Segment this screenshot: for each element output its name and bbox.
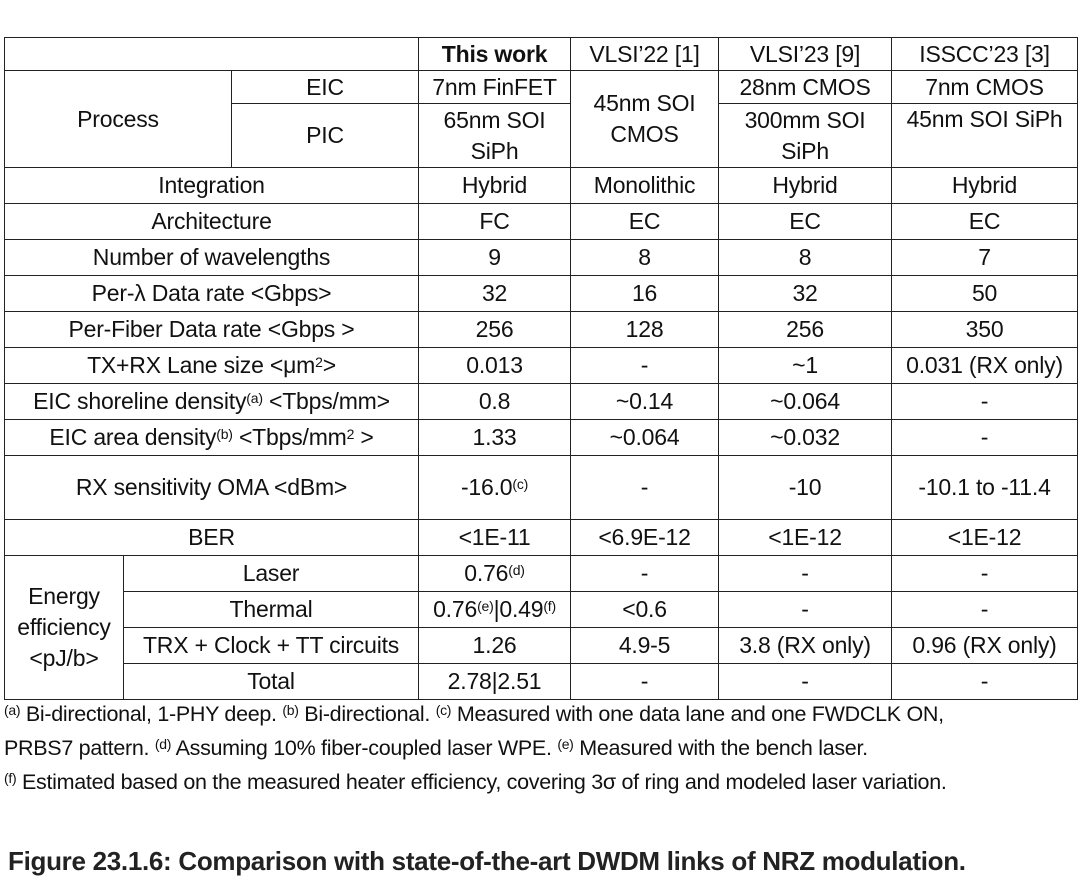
wavelengths-label: Number of wavelengths	[5, 240, 419, 276]
lane-size-vlsi23: ~1	[719, 348, 892, 384]
total-label: Total	[124, 664, 419, 700]
lane-size-label: TX+RX Lane size $<\mu m^2>$	[5, 348, 419, 384]
area-density-this: 1.33	[419, 420, 571, 456]
isscc23-eic: 7nm CMOS	[892, 71, 1078, 104]
wavelengths-row	[5, 240, 1078, 276]
per-lambda-this: 32	[419, 276, 571, 312]
laser-vlsi23: -	[719, 556, 892, 592]
architecture-label: Architecture	[5, 204, 419, 240]
integration-this: Hybrid	[419, 168, 571, 204]
laser-row	[5, 556, 1078, 592]
wavelengths-this: 9	[419, 240, 571, 276]
trx-row	[5, 628, 1078, 664]
header-isscc23: ISSCC’23 [3]	[892, 38, 1078, 71]
vlsi22-process: 45nm SOI CMOS	[571, 71, 719, 168]
area-density-label: EIC area density$^{(b)}$ $<Tbps/mm^2$ >	[5, 420, 419, 456]
rx-sensitivity-vlsi23: -10	[719, 456, 892, 520]
lane-size-row	[5, 348, 1078, 384]
pic-label: PIC	[232, 104, 419, 168]
area-density-vlsi22: ~0.064	[571, 420, 719, 456]
rx-sensitivity-vlsi22: -	[571, 456, 719, 520]
vlsi23-pic: 300mm SOI SiPh	[719, 104, 892, 168]
wavelengths-isscc23: 7	[892, 240, 1078, 276]
trx-vlsi22: 4.9-5	[571, 628, 719, 664]
architecture-this: FC	[419, 204, 571, 240]
thermal-this: 0.76$^{(e)}$|0.49$^{(f)}$	[419, 592, 571, 628]
shoreline-row	[5, 384, 1078, 420]
thermal-isscc23: -	[892, 592, 1078, 628]
shoreline-label: EIC shoreline density$^{(a)}$ <Tbps/mm>	[5, 384, 419, 420]
header-vlsi23: VLSI’23 [9]	[719, 38, 892, 71]
rx-sensitivity-isscc23: -10.1 to -11.4	[892, 456, 1078, 520]
header-row	[5, 38, 1078, 71]
per-fiber-vlsi22: 128	[571, 312, 719, 348]
thermal-vlsi22: <0.6	[571, 592, 719, 628]
trx-vlsi23: 3.8 (RX only)	[719, 628, 892, 664]
footnote-line-1: $^{(a)}$ Bi-directional, 1-PHY deep. $^{(b)}$ Bi-directional. $^{(c)}$ Measured with one data lane and one FWDCLK ON,	[4, 702, 944, 726]
lane-size-vlsi22: -	[571, 348, 719, 384]
thermal-row	[5, 592, 1078, 628]
ber-isscc23: <1E-12	[892, 520, 1078, 556]
header-blank-cell	[5, 38, 419, 71]
trx-isscc23: 0.96 (RX only)	[892, 628, 1078, 664]
comparison-table	[4, 37, 1078, 700]
per-fiber-this: 256	[419, 312, 571, 348]
thermal-label: Thermal	[124, 592, 419, 628]
per-lambda-isscc23: 50	[892, 276, 1078, 312]
laser-vlsi22: -	[571, 556, 719, 592]
laser-label: Laser	[124, 556, 419, 592]
trx-this: 1.26	[419, 628, 571, 664]
area-density-vlsi23: ~0.032	[719, 420, 892, 456]
per-lambda-vlsi22: 16	[571, 276, 719, 312]
isscc23-pic: 45nm SOI SiPh	[892, 104, 1078, 168]
ber-row	[5, 520, 1078, 556]
rx-sensitivity-label: RX sensitivity OMA <dBm>	[5, 456, 419, 520]
rx-sensitivity-row	[5, 456, 1078, 520]
per-fiber-row	[5, 312, 1078, 348]
energy-efficiency-label: Energy efficiency <pJ/b>	[5, 556, 124, 700]
ber-vlsi23: <1E-12	[719, 520, 892, 556]
this-pic: 65nm SOI SiPh	[419, 104, 571, 168]
total-this: 2.78|2.51	[419, 664, 571, 700]
header-this-work: This work	[419, 38, 571, 71]
figure-caption: Figure 23.1.6: Comparison with state-of-the-art DWDM links of NRZ modulation.	[8, 846, 966, 876]
lane-size-this: 0.013	[419, 348, 571, 384]
rx-sensitivity-this: -16.0$^{(c)}$	[419, 456, 571, 520]
per-fiber-vlsi23: 256	[719, 312, 892, 348]
process-eic-row	[5, 71, 1078, 104]
total-row	[5, 664, 1078, 700]
trx-label: TRX + Clock + TT circuits	[124, 628, 419, 664]
integration-vlsi23: Hybrid	[719, 168, 892, 204]
per-fiber-label: Per-Fiber Data rate <Gbps >	[5, 312, 419, 348]
header-vlsi22: VLSI’22 [1]	[571, 38, 719, 71]
architecture-isscc23: EC	[892, 204, 1078, 240]
this-eic: 7nm FinFET	[419, 71, 571, 104]
ber-this: <1E-11	[419, 520, 571, 556]
process-label: Process	[5, 71, 232, 168]
shoreline-this: 0.8	[419, 384, 571, 420]
laser-this: 0.76$^{(d)}$	[419, 556, 571, 592]
table-footnotes	[4, 697, 1074, 799]
architecture-vlsi23: EC	[719, 204, 892, 240]
ber-label: BER	[5, 520, 419, 556]
integration-label: Integration	[5, 168, 419, 204]
architecture-vlsi22: EC	[571, 204, 719, 240]
laser-isscc23: -	[892, 556, 1078, 592]
vlsi23-eic: 28nm CMOS	[719, 71, 892, 104]
thermal-vlsi23: -	[719, 592, 892, 628]
total-vlsi23: -	[719, 664, 892, 700]
per-lambda-vlsi23: 32	[719, 276, 892, 312]
shoreline-vlsi23: ~0.064	[719, 384, 892, 420]
per-fiber-isscc23: 350	[892, 312, 1078, 348]
ber-vlsi22: <6.9E-12	[571, 520, 719, 556]
area-density-isscc23: -	[892, 420, 1078, 456]
total-isscc23: -	[892, 664, 1078, 700]
per-lambda-row	[5, 276, 1078, 312]
shoreline-vlsi22: ~0.14	[571, 384, 719, 420]
footnote-line-3: $^{(f)}$ Estimated based on the measured heater efficiency, covering 3σ of ring and modeled laser variation.	[4, 770, 947, 794]
area-density-row	[5, 420, 1078, 456]
per-lambda-label: Per-λ Data rate <Gbps>	[5, 276, 419, 312]
eic-label: EIC	[232, 71, 419, 104]
architecture-row	[5, 204, 1078, 240]
footnote-line-2: PRBS7 pattern. $^{(d)}$ Assuming 10% fiber-coupled laser WPE. $^{(e)}$ Measured with the bench laser.	[4, 736, 868, 760]
integration-row	[5, 168, 1078, 204]
integration-vlsi22: Monolithic	[571, 168, 719, 204]
integration-isscc23: Hybrid	[892, 168, 1078, 204]
shoreline-isscc23: -	[892, 384, 1078, 420]
wavelengths-vlsi23: 8	[719, 240, 892, 276]
wavelengths-vlsi22: 8	[571, 240, 719, 276]
total-vlsi22: -	[571, 664, 719, 700]
lane-size-isscc23: 0.031 (RX only)	[892, 348, 1078, 384]
